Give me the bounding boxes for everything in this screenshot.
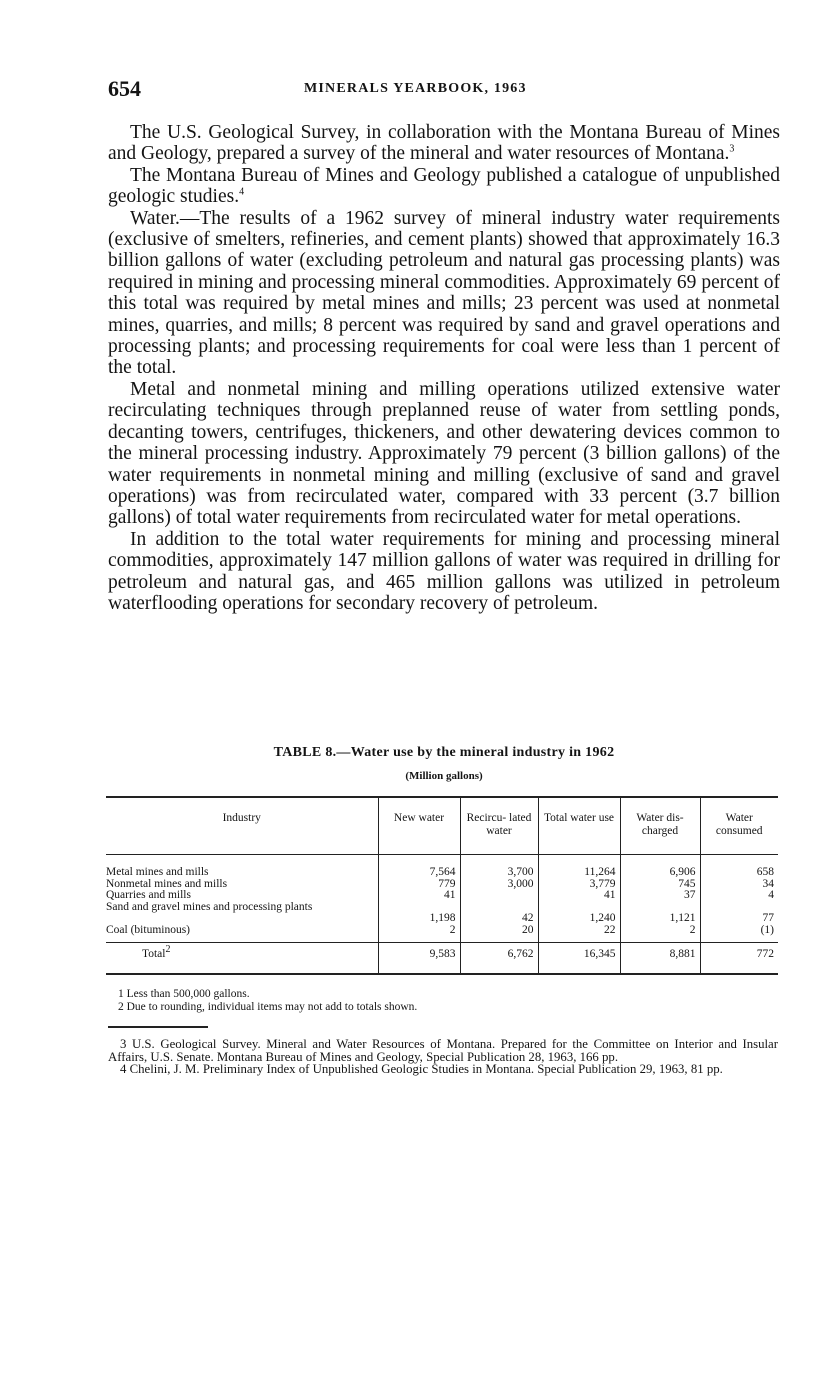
row-label: Sand and gravel mines and processing plants — [106, 901, 313, 913]
total-use-column — [538, 855, 620, 943]
paragraph-drilling: In addition to the total water requirements for mining and processing mineral commodities, approximately 147 million gallons of water was required in drilling for petroleum and natural gas, and 465 million gallons was utilized in petroleum waterflooding operations for secondary recovery of petroleum. — [108, 528, 780, 614]
table-cell: 6,762 — [460, 943, 538, 974]
industry-column — [106, 855, 378, 943]
table-total-row — [106, 943, 778, 974]
table-cell: 20 — [522, 923, 534, 936]
paragraph-recirculation: Metal and nonmetal mining and milling operations utilized extensive water recirculating techniques through preplanned reuse of water from settling ponds, decanting towers, centrifuges, thickeners, and other dewatering devices common to the mineral processing industry. Approximately 79 percent (3 billion gallons) of the water requirements in nonmetal mining and milling (exclusive of sand and gravel operations) was from recirculated water, compared with 33 percent (3.7 billion gallons) of total water requirements from recirculated water for metal operations. — [108, 378, 780, 529]
table-cell: 34 — [762, 877, 774, 890]
table-cell: 1,240 — [589, 912, 616, 924]
table-cell-empty — [465, 890, 534, 902]
table-cell: 2 — [449, 923, 456, 936]
row-label: Quarries and mills — [106, 890, 191, 901]
page-number: 654 — [108, 76, 141, 101]
footnote-3: 3 U.S. Geological Survey. Mineral and Water Resources of Montana. Prepared for the Committee on Interior and Insular Affairs, U.S. Senate. Montana Bureau of Mines and Geology, Special Publication 28, 1963, 166 pp. — [108, 1037, 778, 1064]
table-cell: 2 — [689, 923, 696, 936]
col-header-discharged: Water dis- charged — [620, 797, 700, 855]
col-header-new-water: New water — [378, 797, 460, 855]
footnote-ref: 2 — [165, 944, 171, 956]
page-footnotes — [108, 1038, 778, 1076]
table-cell: 772 — [700, 943, 778, 974]
table-cell: 77 — [762, 912, 774, 924]
footnote-ref: 4 — [239, 186, 245, 198]
table-cell: 41 — [604, 889, 616, 901]
table-caption: TABLE 8.—Water use by the mineral industry in 1962 — [273, 745, 615, 760]
body-text — [108, 122, 780, 614]
table-cell: 1,198 — [429, 912, 456, 924]
footnote-ref: 3 — [729, 143, 735, 155]
table-notes — [118, 988, 778, 1013]
table-cell: 1,121 — [669, 912, 696, 924]
paragraph-catalogue: The Montana Bureau of Mines and Geology published a catalogue of unpublished geologic studies.$^4$ — [108, 164, 780, 208]
table-cell: 658 — [756, 866, 774, 878]
running-title: MINERALS YEARBOOK, 1963 — [304, 81, 527, 96]
table-cell: 8,881 — [620, 943, 700, 974]
table-cell: 42 — [522, 912, 534, 924]
table-cell: 11,264 — [584, 866, 616, 878]
table-cell: 4 — [768, 889, 774, 901]
table-header-row — [106, 797, 778, 855]
table-cell: 22 — [604, 923, 616, 936]
table-cell: 3,700 — [507, 866, 534, 878]
table-cell: 41 — [444, 889, 456, 901]
discharged-column — [620, 855, 700, 943]
table-cell: 37 — [684, 889, 696, 901]
table-cell: 9,583 — [378, 943, 460, 974]
table-cell: 3,779 — [589, 877, 616, 890]
col-header-consumed: Water consumed — [700, 797, 778, 855]
recirculated-column — [460, 855, 538, 943]
table-cell: (1) — [760, 923, 774, 936]
table-cell: 16,345 — [538, 943, 620, 974]
table-cell: 745 — [678, 877, 696, 890]
footnote-divider — [108, 1026, 208, 1028]
table-note: 2 Due to rounding, individual items may not add to totals shown. — [118, 1000, 418, 1013]
table-cell: 6,906 — [669, 866, 696, 878]
water-use-table — [106, 796, 778, 975]
row-label: Coal (bituminous) — [106, 924, 191, 936]
total-label: Total$^2$ — [106, 943, 378, 974]
footnote-4: 4 Chelini, J. M. Preliminary Index of Unpublished Geologic Studies in Montana. Special Publication 29, 1963, 81 pp. — [120, 1062, 723, 1077]
paragraph-survey: The U.S. Geological Survey, in collaboration with the Montana Bureau of Mines and Geology, prepared a survey of the mineral and water resources of Montana.$^3$ — [108, 122, 780, 165]
col-header-total-use: Total water use — [538, 797, 620, 855]
col-header-recirculated: Recircu- lated water — [460, 797, 538, 855]
table-cell: 779 — [438, 877, 456, 890]
consumed-column — [700, 855, 778, 943]
col-header-industry: Industry — [106, 797, 378, 855]
table-unit: (Million gallons) — [405, 770, 483, 782]
row-label: Metal mines and mills — [106, 867, 209, 878]
table-data-block — [106, 855, 778, 943]
new-water-column — [378, 855, 460, 943]
paragraph-water: Water.—The results of a 1962 survey of mineral industry water requirements (exclusive of smelters, refineries, and cement plants) showed that approximately 16.3 billion gallons of water (excluding petroleum and natural gas processing plants) was required in mining and processing mineral commodities. Approximately 69 percent of this total was required by metal mines and mills; 23 percent was used at nonmetal mines, quarries, and mills; 8 percent was required by sand and gravel operations and processing plants; and processing requirements for coal were less than 1 percent of the total. — [108, 207, 780, 379]
page-header — [108, 76, 780, 104]
row-label: Nonmetal mines and mills — [106, 878, 228, 890]
table-cell: 7,564 — [429, 866, 456, 878]
table-cell: 3,000 — [507, 877, 534, 890]
table-note: 1 Less than 500,000 gallons. — [118, 988, 250, 1000]
